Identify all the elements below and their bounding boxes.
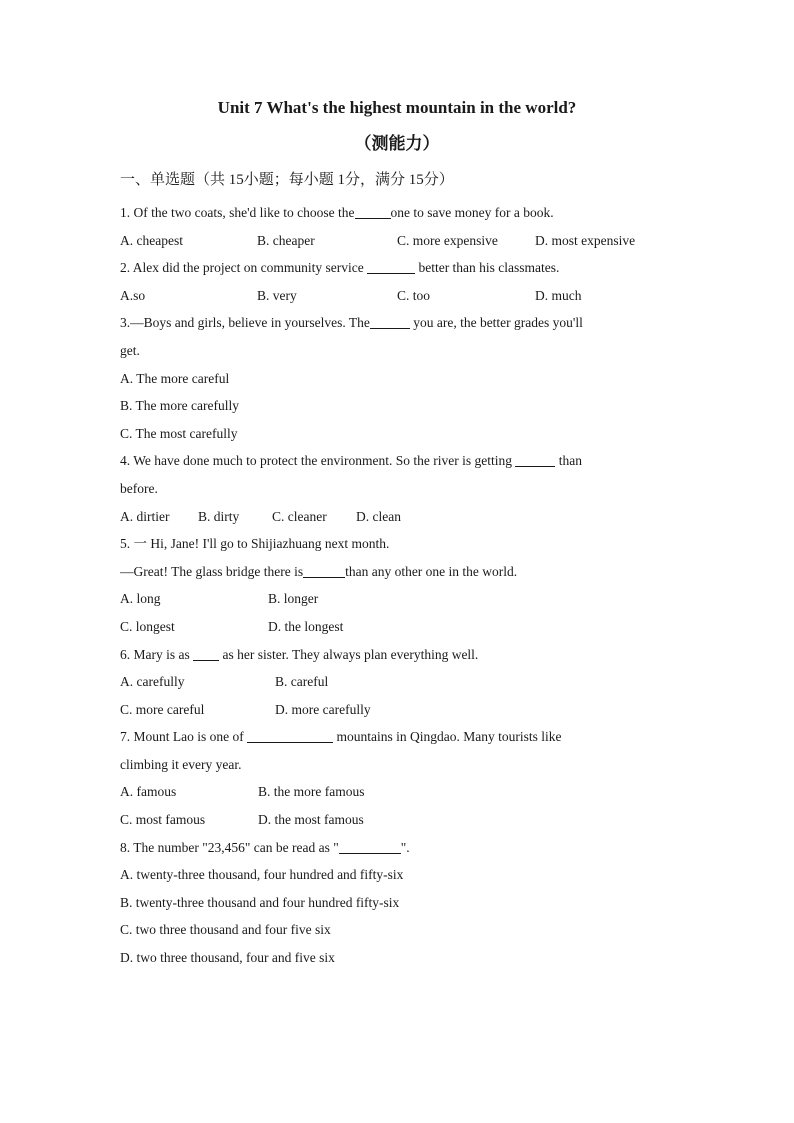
option-d: D. the most famous <box>258 812 364 828</box>
option-b: B. cheaper <box>257 232 315 248</box>
question-1-stem: 1. Of the two coats, she'd like to choose the one to save money for a book. <box>120 205 554 220</box>
option-c: C. cleaner <box>272 508 327 524</box>
option-d: D. the longest <box>268 618 344 634</box>
question-8-stem: 8. The number "23,456" can be read as " ". <box>120 839 410 855</box>
option-a: A. carefully <box>120 674 185 690</box>
question-5-options-row-1 <box>120 585 660 613</box>
question-5-options-row-2 <box>120 613 660 641</box>
question-1-options <box>120 227 660 255</box>
option-b: B. careful <box>275 674 329 690</box>
answer-blank <box>303 563 345 578</box>
answer-blank <box>247 728 333 743</box>
question-3-stem-continued: get. <box>120 342 140 358</box>
question-list <box>120 199 660 972</box>
option-b: B. the more famous <box>258 784 365 800</box>
option-d: D. much <box>535 287 582 303</box>
option-a: A. twenty-three thousand, four hundred and fifty-six <box>120 867 404 883</box>
option-d: D. most expensive <box>535 232 636 248</box>
question-6-options-row-2 <box>120 696 660 724</box>
question-6-options-row-1 <box>120 668 660 696</box>
question-7-options-row-1 <box>120 778 660 806</box>
answer-blank <box>370 314 410 329</box>
option-b: B. twenty-three thousand and four hundred fifty-six <box>120 894 400 910</box>
option-d: D. two three thousand, four and five six <box>120 950 335 966</box>
option-c: C. longest <box>120 618 175 634</box>
option-a: A.so <box>120 287 146 303</box>
answer-blank <box>355 204 391 219</box>
question-7-options-row-2 <box>120 806 660 834</box>
question-4-stem-continued: before. <box>120 480 158 496</box>
question-7-stem-continued: climbing it every year. <box>120 756 242 772</box>
option-c: C. most famous <box>120 812 206 828</box>
option-c: C. more careful <box>120 701 205 717</box>
question-7-stem: 7. Mount Lao is one of mountains in Qingdao. Many tourists like <box>120 729 562 745</box>
option-d: D. clean <box>356 508 401 524</box>
option-b: B. very <box>257 287 297 303</box>
option-b: B. dirty <box>198 508 240 524</box>
option-b: B. longer <box>268 591 319 607</box>
option-c: C. The most carefully <box>120 425 238 441</box>
question-4-options <box>120 503 660 531</box>
option-c: C. too <box>397 287 431 303</box>
option-a: A. The more careful <box>120 370 230 386</box>
answer-blank <box>515 452 555 467</box>
question-2-stem: 2. Alex did the project on community service better than his classmates. <box>120 260 560 276</box>
option-d: D. more carefully <box>275 701 371 717</box>
option-a: A. famous <box>120 784 177 800</box>
page-title: Unit 7 What's the highest mountain in the world? <box>217 98 577 117</box>
option-c: C. two three thousand and four five six <box>120 922 331 938</box>
option-a: A. cheapest <box>120 232 183 248</box>
question-5-stem-continued: —Great! The glass bridge there is than any other one in the world. <box>120 563 518 579</box>
option-b: B. The more carefully <box>120 398 239 414</box>
question-4-stem: 4. We have done much to protect the environment. So the river is getting than <box>120 453 582 469</box>
question-3-stem: 3.—Boys and girls, believe in yourselves. The you are, the better grades you'll <box>120 315 583 331</box>
page-subtitle: （测能力） <box>354 134 440 153</box>
option-a: A. dirtier <box>120 508 170 524</box>
question-5-stem: 5. 一 Hi, Jane! I'll go to Shijiazhuang next month. <box>120 536 390 552</box>
answer-blank <box>193 646 219 661</box>
question-2-options <box>120 282 660 310</box>
option-a: A. long <box>120 591 161 607</box>
answer-blank <box>339 839 401 854</box>
answer-blank <box>367 259 415 274</box>
option-c: C. more expensive <box>397 232 498 248</box>
question-6-stem: 6. Mary is as as her sister. They always plan everything well. <box>120 646 479 662</box>
section-heading: 一、单选题（共 15小题；每小题 1分，满分 15分） <box>120 172 454 188</box>
